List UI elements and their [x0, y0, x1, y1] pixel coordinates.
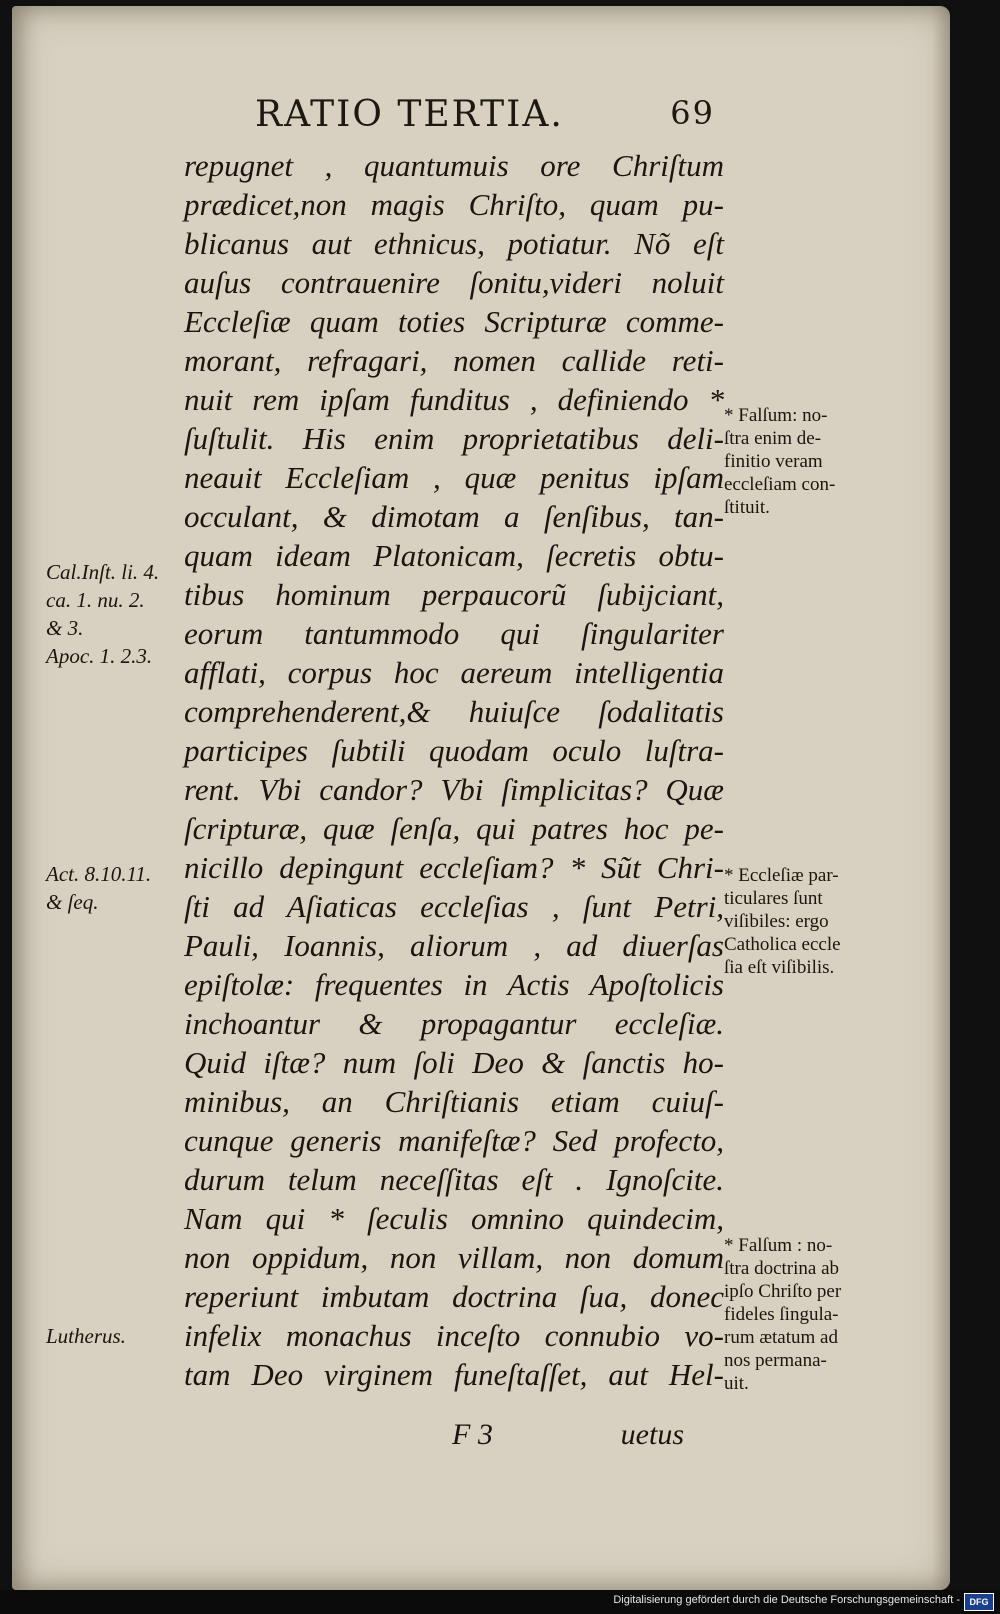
text-line: participes ſubtili quodam oculo luſtra-: [184, 733, 724, 768]
left-margin-note-calvin: [46, 558, 196, 670]
margin-note-line: Act. 8.10.11.: [46, 862, 152, 886]
margin-note-line: ca. 1. nu. 2.: [46, 588, 145, 612]
text-line: tam Deo virginem funeſtaſſet, aut Hel-: [184, 1357, 724, 1392]
margin-note-line: Apoc. 1. 2.3.: [46, 644, 153, 668]
text-line: Nam qui * ſeculis omnino quindecim,: [184, 1201, 724, 1236]
digitization-notice: Digitalisierung gefördert durch die Deutsche Forschungsgemeinschaft -: [613, 1594, 960, 1606]
text-line: auſus contrauenire ſonitu,videri noluit: [184, 265, 724, 300]
text-line: ſti ad Aſiaticas eccleſias , ſunt Petri,: [184, 889, 724, 924]
text-line: repugnet , quantumuis ore Chriſtum: [184, 148, 724, 183]
page-edge: [932, 6, 950, 1590]
left-margin-note-luther: [46, 1322, 196, 1350]
text-line: neauit Eccleſiam , quæ penitus ipſam: [184, 460, 724, 495]
text-line: morant, refragari, nomen callide reti-: [184, 343, 724, 378]
margin-note-line: Catholica eccle: [724, 934, 841, 955]
margin-note-line: * Falſum : no-: [724, 1235, 833, 1256]
margin-note-line: & 3.: [46, 616, 84, 640]
running-head: [255, 94, 715, 144]
page-number: 69: [670, 94, 715, 132]
margin-note-line: fideles ſingula-: [724, 1304, 839, 1325]
digitization-bar: [0, 1590, 1000, 1614]
text-line: prædicet,non magis Chriſto, quam pu-: [184, 187, 724, 222]
margin-note-line: rum ætatum ad: [724, 1327, 838, 1348]
text-line: comprehenderent,& huiuſce ſodalitatis: [184, 694, 724, 729]
text-line: cunque generis manifeſtæ? Sed profecto,: [184, 1123, 724, 1158]
text-line: minibus, an Chriſtianis etiam cuiuſ-: [184, 1084, 724, 1119]
text-line: quam ideam Platonicam, ſecretis obtu-: [184, 538, 724, 573]
text-line: infelix monachus inceſto connubio vo-: [184, 1318, 724, 1353]
text-line: Quid iſtæ? num ſoli Deo & ſanctis ho-: [184, 1045, 724, 1080]
text-line: occulant, & dimotam a ſenſibus, tan-: [184, 499, 724, 534]
margin-note-line: viſibiles: ergo: [724, 911, 829, 932]
running-title: RATIO TERTIA.: [255, 94, 564, 135]
text-line: tibus hominum perpaucorũ ſubijciant,: [184, 577, 724, 612]
margin-note-line: & ſeq.: [46, 890, 99, 914]
margin-note-line: ſtituit.: [724, 497, 770, 518]
right-margin-note-1: [724, 404, 904, 519]
margin-note-line: nos permana-: [724, 1350, 827, 1371]
signature-mark: F 3: [452, 1418, 493, 1451]
margin-note-line: * Falſum: no-: [724, 405, 828, 426]
text-line: durum telum neceſſitas eſt . Ignoſcite.: [184, 1162, 724, 1197]
right-margin-note-2: [724, 864, 904, 979]
main-text-block: [184, 146, 724, 1394]
text-line: epiſtolæ: frequentes in Actis Apoſtolicis: [184, 967, 724, 1002]
text-line: rent. Vbi candor? Vbi ſimplicitas? Quæ: [184, 772, 724, 807]
margin-note-line: finitio veram: [724, 451, 823, 472]
dfg-logo-icon: DFG: [964, 1593, 994, 1611]
text-line: ſcripturæ, quæ ſenſa, qui patres hoc pe-: [184, 811, 724, 846]
text-line: Pauli, Ioannis, aliorum , ad diuerſas: [184, 928, 724, 963]
text-line: reperiunt imbutam doctrina ſua, donec: [184, 1279, 724, 1314]
left-margin-note-acts: [46, 860, 196, 916]
text-line: Eccleſiæ quam toties Scripturæ comme-: [184, 304, 724, 339]
margin-note-line: uit.: [724, 1373, 749, 1394]
right-margin-note-3: [724, 1234, 904, 1395]
text-line: nuit rem ipſam funditus , definiendo *: [184, 382, 724, 417]
margin-note-line: * Eccleſiæ par-: [724, 865, 839, 886]
text-line: non oppidum, non villam, non domum: [184, 1240, 724, 1275]
margin-note-line: Lutherus.: [46, 1324, 126, 1348]
margin-note-line: ipſo Chriſto per: [724, 1281, 842, 1302]
margin-note-line: ſtra doctrina ab: [724, 1258, 840, 1279]
catchword: uetus: [620, 1418, 684, 1451]
margin-note-line: ſia eſt viſibilis.: [724, 957, 835, 978]
margin-note-line: ticulares ſunt: [724, 888, 823, 909]
text-line: inchoantur & propagantur eccleſiæ.: [184, 1006, 724, 1041]
margin-note-line: Cal.Inſt. li. 4.: [46, 560, 160, 584]
text-line: blicanus aut ethnicus, potiatur. Nõ eſt: [184, 226, 724, 261]
margin-note-line: eccleſiam con-: [724, 474, 836, 495]
margin-note-line: ſtra enim de-: [724, 428, 822, 449]
text-line: ſuſtulit. His enim proprietatibus deli-: [184, 421, 724, 456]
page-footer: [184, 1418, 724, 1458]
text-line: eorum tantummodo qui ſingulariter: [184, 616, 724, 651]
text-line: nicillo depingunt eccleſiam? * Sũt Chri-: [184, 850, 724, 885]
text-line: afflati, corpus hoc aereum intelligentia: [184, 655, 724, 690]
